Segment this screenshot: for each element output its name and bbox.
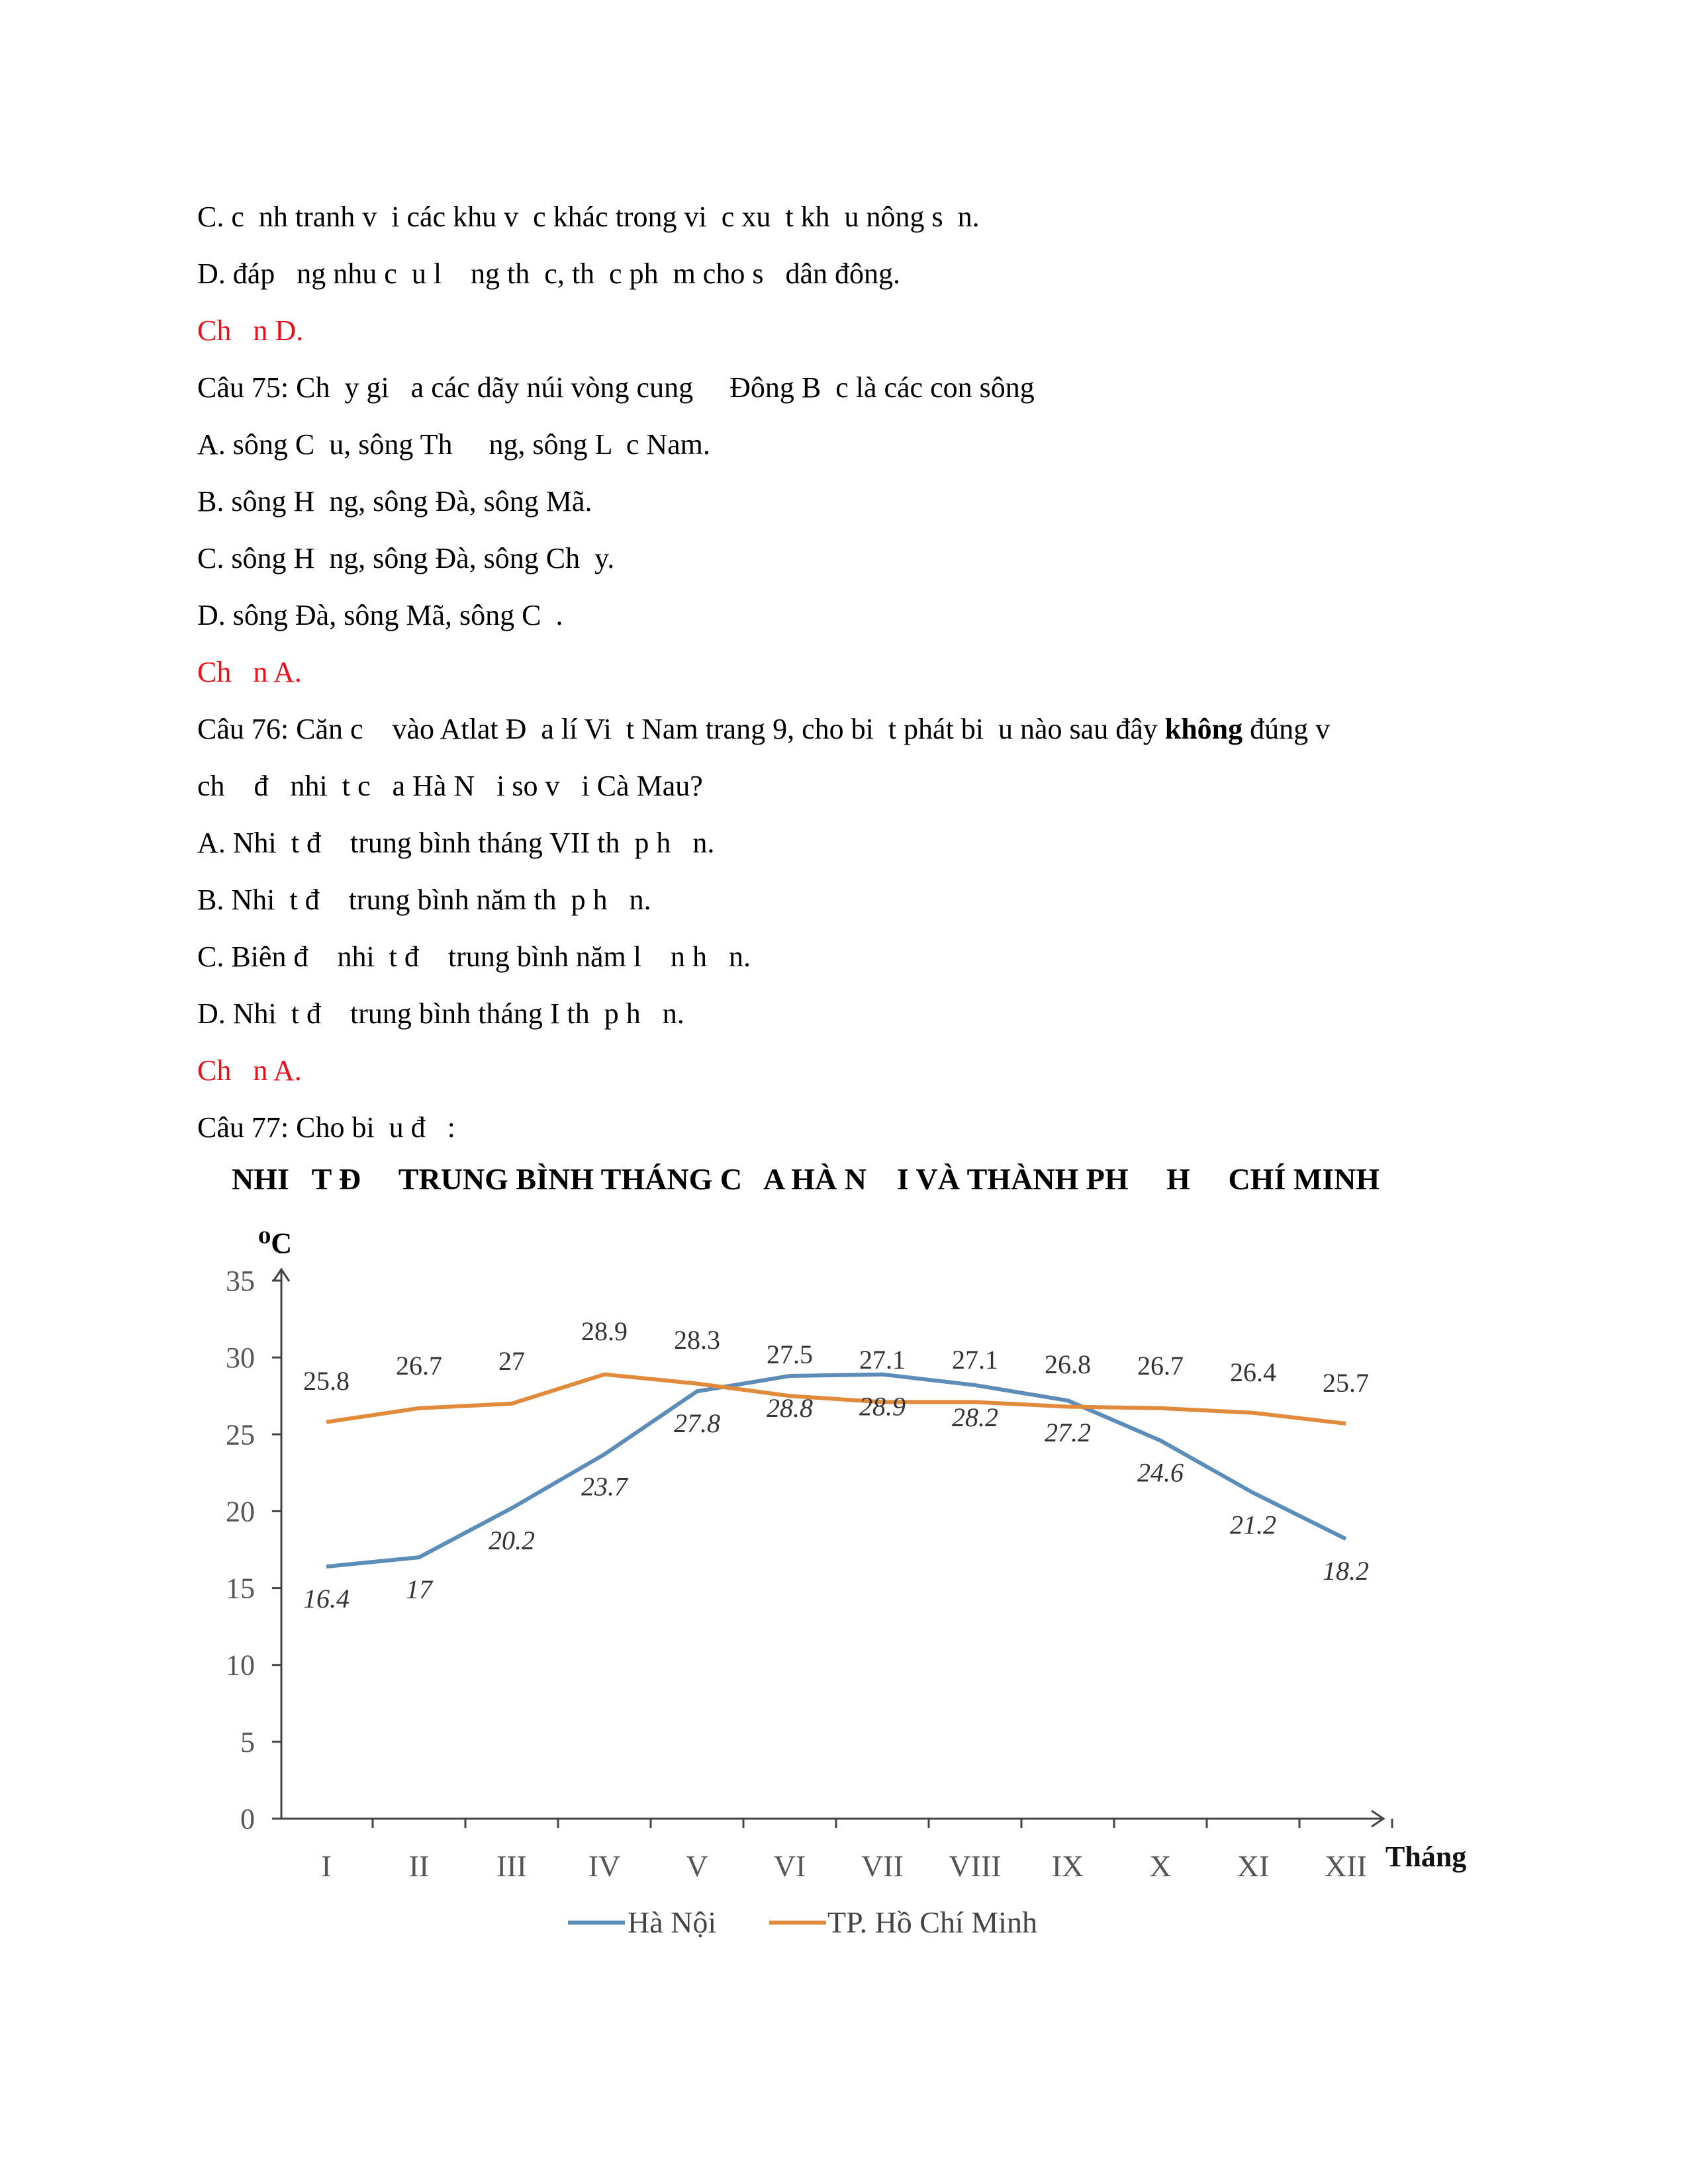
ha-noi-data-label: 27.2 xyxy=(1045,1418,1091,1448)
y-axis-label: ⁰C xyxy=(258,1227,293,1259)
ha-noi-data-label: 16.4 xyxy=(303,1584,350,1614)
series-line-ha-noi xyxy=(326,1375,1346,1567)
series-line-tp-ho-chi-minh xyxy=(326,1375,1346,1424)
ha-noi-data-label: 28.8 xyxy=(767,1393,813,1424)
q75-option-c: C. sông H ng, sông Đà, sông Ch y. xyxy=(197,542,615,574)
tp-hcm-data-label: 28.9 xyxy=(581,1316,628,1346)
question-76-line2: ch đ nhi t c a Hà N i so v i Cà Mau? xyxy=(197,770,703,802)
y-tick-label: 30 xyxy=(226,1342,255,1375)
tp-hcm-data-label: 27 xyxy=(498,1346,525,1376)
tp-hcm-data-label: 26.7 xyxy=(1137,1351,1184,1381)
text-line-1: C. c nh tranh v i các khu v c khác trong vi c xu t kh u nông s n. xyxy=(197,201,980,233)
x-tick-label: VII xyxy=(861,1849,904,1883)
chart-title: NHI T Đ TRUNG BÌNH THÁNG C A HÀ N I VÀ THÀNH PH H CHÍ MINH xyxy=(232,1162,1380,1196)
x-tick-label: II xyxy=(408,1849,430,1883)
ha-noi-data-label: 28.9 xyxy=(859,1391,906,1422)
tp-hcm-data-label: 27.5 xyxy=(767,1340,813,1369)
legend-label-ha-noi: Hà Nội xyxy=(628,1905,717,1939)
y-tick-label: 5 xyxy=(240,1725,255,1758)
ha-noi-data-label: 20.2 xyxy=(489,1525,535,1555)
x-tick-label: III xyxy=(496,1849,527,1883)
tp-hcm-data-label: 27.1 xyxy=(952,1345,998,1375)
chart-series xyxy=(326,1375,1346,1567)
ha-noi-data-label: 18.2 xyxy=(1323,1556,1369,1586)
x-tick-label: IV xyxy=(588,1849,621,1883)
answer-q75: Ch n A. xyxy=(197,656,302,688)
ha-noi-data-label: 21.2 xyxy=(1230,1510,1276,1540)
chart-axes xyxy=(226,1227,1466,1883)
ha-noi-data-label: 24.6 xyxy=(1137,1457,1184,1488)
tp-hcm-data-label: 28.3 xyxy=(674,1325,720,1355)
x-tick-label: I xyxy=(321,1849,332,1883)
q76-text-post: đúng v xyxy=(1243,713,1331,745)
y-tick-label: 15 xyxy=(226,1572,255,1605)
tp-hcm-data-label: 26.4 xyxy=(1230,1357,1276,1387)
x-tick-label: XI xyxy=(1237,1849,1270,1883)
tp-hcm-data-label: 25.8 xyxy=(303,1366,350,1396)
ha-noi-data-label: 17 xyxy=(406,1574,432,1605)
chart-data-labels xyxy=(303,1316,1369,1614)
q75-option-d: D. sông Đà, sông Mã, sông C . xyxy=(197,599,563,631)
question-75: Câu 75: Ch y gi a các dãy núi vòng cung Đông B c là các con sông xyxy=(197,371,1035,404)
text-line-2: D. đáp ng nhu c u l ng th c, th c ph m cho s dân đông. xyxy=(197,257,900,290)
tp-hcm-data-label: 26.7 xyxy=(396,1351,442,1381)
tp-hcm-data-label: 27.1 xyxy=(859,1345,906,1375)
answer-q74: Ch n D. xyxy=(197,314,304,347)
legend-label-tp-hcm: TP. Hồ Chí Minh xyxy=(827,1905,1037,1939)
x-tick-label: V xyxy=(686,1849,708,1883)
ha-noi-data-label: 27.8 xyxy=(674,1408,720,1439)
ha-noi-data-label: 23.7 xyxy=(581,1471,628,1502)
q76-option-a: A. Nhi t đ trung bình tháng VII th p h n. xyxy=(197,827,715,859)
y-tick-label: 35 xyxy=(226,1265,255,1297)
y-tick-label: 25 xyxy=(226,1418,255,1451)
q76-option-c: C. Biên đ nhi t đ trung bình năm l n h n. xyxy=(197,940,751,973)
tp-hcm-data-label: 26.8 xyxy=(1045,1349,1091,1379)
q76-bold-word: không xyxy=(1164,713,1243,745)
x-tick-label: VIII xyxy=(949,1849,1002,1883)
x-axis-label: Tháng xyxy=(1385,1841,1467,1873)
answer-q76: Ch n A. xyxy=(197,1054,302,1087)
x-tick-label: X xyxy=(1149,1849,1172,1883)
q76-option-b: B. Nhi t đ trung bình năm th p h n. xyxy=(197,884,651,916)
x-tick-label: XII xyxy=(1325,1849,1367,1883)
y-tick-label: 0 xyxy=(240,1803,255,1835)
q76-text-pre: Câu 76: Căn c vào Atlat Đ a lí Vi t Nam trang 9, cho bi t phát bi u nào sau đây xyxy=(197,713,1165,745)
ha-noi-data-label: 28.2 xyxy=(952,1402,998,1432)
q75-option-a: A. sông C u, sông Th ng, sông L c Nam. xyxy=(197,428,710,461)
x-tick-label: IX xyxy=(1051,1849,1084,1883)
tp-hcm-data-label: 25.7 xyxy=(1323,1368,1369,1398)
y-tick-label: 10 xyxy=(226,1649,255,1682)
chart-legend xyxy=(568,1905,1037,1939)
q75-option-b: B. sông H ng, sông Đà, sông Mã. xyxy=(197,485,592,518)
x-tick-label: VI xyxy=(773,1849,806,1883)
question-77: Câu 77: Cho bi u đ : xyxy=(197,1111,455,1144)
y-tick-label: 20 xyxy=(226,1495,255,1528)
q76-option-d: D. Nhi t đ trung bình tháng I th p h n. xyxy=(197,997,684,1030)
